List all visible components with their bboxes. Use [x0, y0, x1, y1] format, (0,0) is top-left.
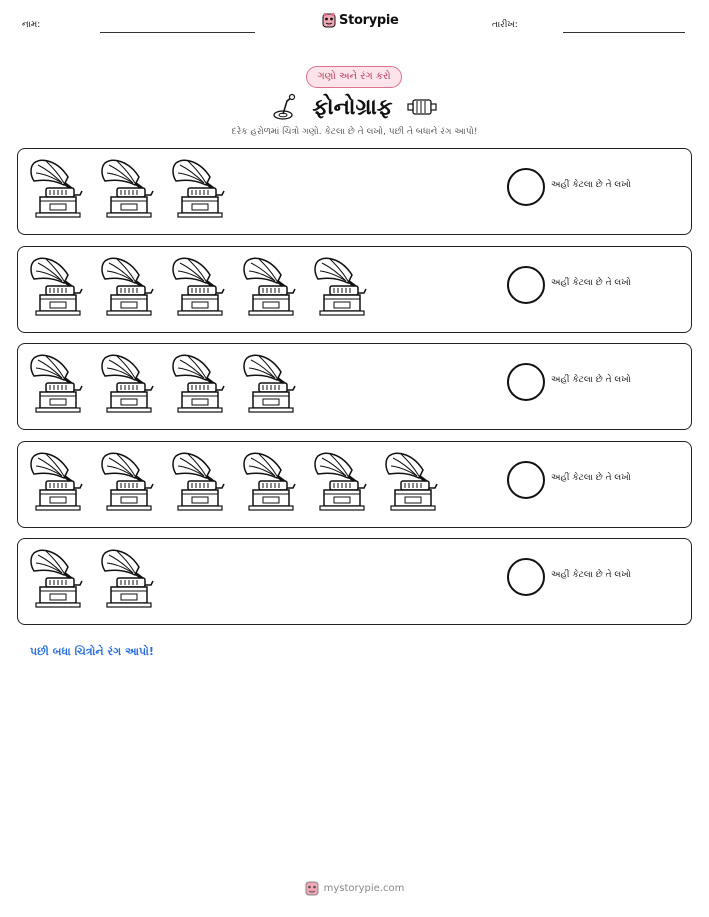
name-label: નામ:	[22, 20, 41, 30]
answer-prompt: અહીં કેટલા છે તે લખો	[551, 570, 631, 580]
phonograph-cylinder-icon	[407, 96, 437, 118]
page-title: ફોનોગ્રાફ	[312, 94, 393, 120]
phonograph-icon[interactable]	[28, 545, 86, 609]
phonograph-icon[interactable]	[28, 155, 86, 219]
count-row	[17, 246, 692, 333]
answer-circle[interactable]	[507, 266, 545, 304]
phonograph-icon[interactable]	[28, 448, 86, 512]
phonograph-icon[interactable]	[99, 350, 157, 414]
phonograph-icon[interactable]	[99, 155, 157, 219]
phonograph-icon[interactable]	[312, 448, 370, 512]
answer-circle[interactable]	[507, 363, 545, 401]
phonograph-icon[interactable]	[312, 253, 370, 317]
phonograph-icon[interactable]	[241, 350, 299, 414]
count-row	[17, 538, 692, 625]
phonograph-icon[interactable]	[241, 253, 299, 317]
answer-circle[interactable]	[507, 461, 545, 499]
phonograph-icon[interactable]	[170, 448, 228, 512]
phonograph-icon[interactable]	[99, 545, 157, 609]
site-url[interactable]: mystorypie.com	[323, 882, 405, 894]
answer-prompt: અહીં કેટલા છે તે લખો	[551, 180, 631, 190]
footer-note: પછી બધા ચિત્રોને રંગ આપો!	[30, 645, 154, 658]
storypie-logo-icon	[322, 12, 336, 28]
phonograph-icon[interactable]	[170, 253, 228, 317]
title-row	[0, 92, 709, 122]
count-row	[17, 343, 692, 430]
phonograph-icon[interactable]	[170, 155, 228, 219]
answer-prompt: અહીં કેટલા છે તે લખો	[551, 472, 631, 483]
brand	[322, 12, 399, 28]
date-label: તારીખ:	[492, 20, 518, 30]
phonograph-needle-icon	[272, 93, 298, 121]
activity-badge: ગણો અને રંગ કરો	[306, 66, 402, 88]
date-field[interactable]	[563, 32, 685, 33]
phonograph-icon[interactable]	[28, 350, 86, 414]
phonograph-icon[interactable]	[383, 448, 441, 512]
phonograph-icon[interactable]	[99, 448, 157, 512]
answer-prompt: અહીં કેટલા છે તે લખો	[551, 277, 631, 288]
storypie-logo-icon	[305, 880, 319, 896]
name-field[interactable]	[100, 32, 255, 33]
phonograph-icon[interactable]	[28, 253, 86, 317]
phonograph-group	[28, 545, 157, 609]
phonograph-icon[interactable]	[170, 350, 228, 414]
site-footer	[0, 880, 709, 896]
phonograph-group	[28, 155, 228, 219]
answer-prompt: અહીં કેટલા છે તે લખો	[551, 375, 631, 385]
count-row	[17, 148, 692, 235]
count-row	[17, 441, 692, 528]
phonograph-group	[28, 253, 370, 317]
phonograph-group	[28, 448, 441, 512]
phonograph-icon[interactable]	[99, 253, 157, 317]
answer-circle[interactable]	[507, 168, 545, 206]
brand-name: Storypie	[339, 12, 399, 28]
phonograph-icon[interactable]	[241, 448, 299, 512]
phonograph-group	[28, 350, 299, 414]
instructions: દરેક હરોળમાં ચિત્રો ગણો. કેટલા છે તે લખો, પછી તે બધાને રંગ આપો!	[231, 127, 478, 137]
answer-circle[interactable]	[507, 558, 545, 596]
